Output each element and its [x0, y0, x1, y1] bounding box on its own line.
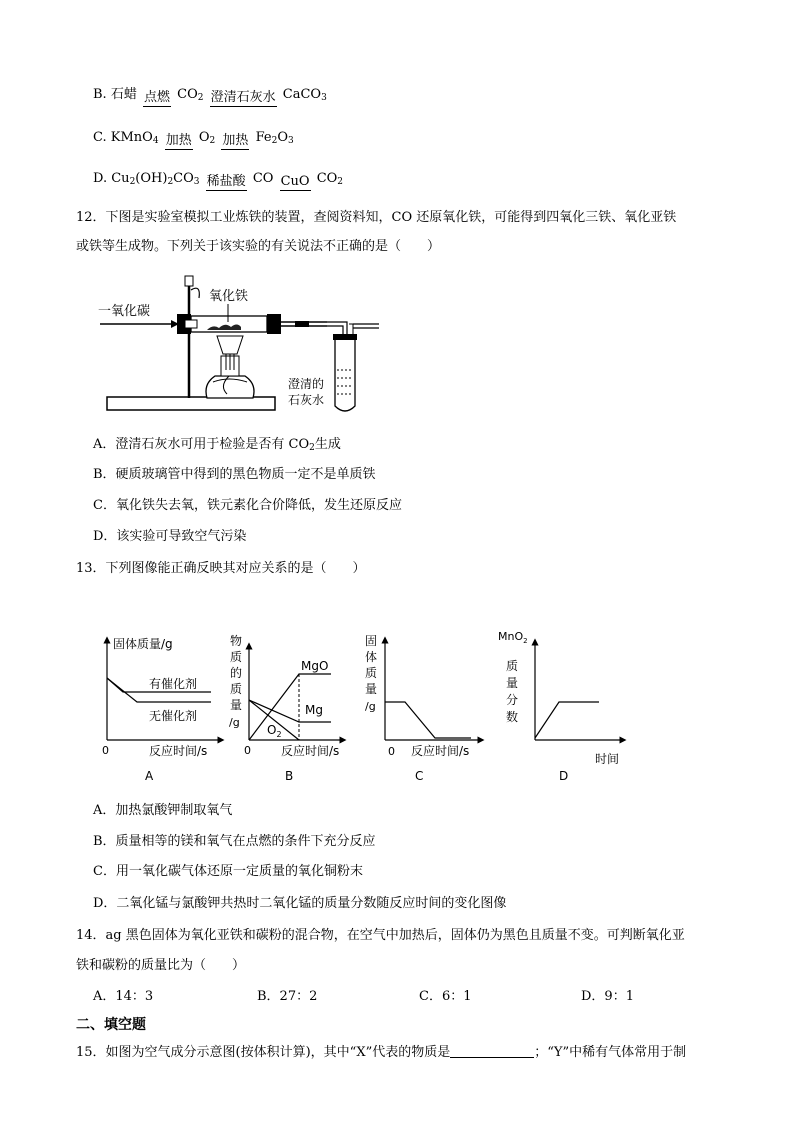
svg-text:物: 物: [230, 634, 243, 648]
svg-text:数: 数: [506, 710, 519, 724]
q12-option-b: B．硬质玻璃管中得到的黑色物质一定不是单质铁: [93, 467, 376, 482]
svg-text:量: 量: [506, 676, 519, 690]
svg-text:体: 体: [365, 650, 378, 664]
svg-text:量: 量: [365, 682, 378, 696]
graph-c-origin: 0: [388, 745, 395, 758]
limewater-label-line2: 石灰水: [288, 393, 325, 407]
reaction-arrow: 稀盐酸: [206, 174, 246, 189]
graph-d-caption: D: [559, 769, 569, 783]
graph-a-ylabel: 固体质量/g: [113, 637, 173, 651]
graph-c-caption: C: [415, 769, 424, 783]
q12-option-c: C．氧化铁失去氧，铁元素化合价降低，发生还原反应: [93, 498, 402, 513]
graph-a-origin: 0: [102, 744, 109, 757]
q11-option-d: D. $Cu_2(OH)_2CO_3$ 稀盐酸 CO CuO $CO_2$: [93, 171, 344, 189]
q13-stem: 13．下列图像能正确反映其对应关系的是（ ）: [76, 561, 366, 576]
svg-text:质: 质: [506, 659, 519, 673]
q13-option-d: D．二氧化锰与氯酸钾共热时二氧化锰的质量分数随反应时间的变化图像: [93, 896, 507, 911]
q12-option-d: D．该实验可导致空气污染: [93, 529, 247, 544]
graph-b-label-mg: Mg: [305, 703, 323, 717]
q13-option-c: C．用一氧化碳气体还原一定质量的氧化铜粉末: [93, 864, 363, 879]
graph-b: [229, 633, 343, 783]
stand-base: [107, 397, 275, 410]
q13-option-a: A．加热氯酸钾制取氧气: [93, 803, 233, 818]
graph-c-curve: [385, 702, 471, 738]
iron-smelting-apparatus-figure: [95, 270, 385, 420]
q14-stem-line2: 铁和碳粉的质量比为（ ）: [76, 958, 246, 973]
oxide-label: 氧化铁: [209, 289, 249, 304]
q15-stem: 15．如图为空气成分示意图(按体积计算)，其中“X”代表的物质是 ；“Y”中稀有气体常用于制: [76, 1045, 687, 1060]
graph-b-label-mgo: MgO: [301, 659, 329, 673]
graph-a-label-no-catalyst: 无催化剂: [149, 709, 198, 723]
graph-b-label-o2: $O_2$: [267, 723, 282, 739]
q14-stem-line1: 14．ag 黑色固体为氧化亚铁和碳粉的混合物，在空气中加热后，固体仍为黑色且质量不变。可判断氧化亚: [76, 928, 685, 943]
q13-option-b: B．质量相等的镁和氧气在点燃的条件下充分反应: [93, 834, 376, 849]
q14-option-b: B．27：2: [257, 989, 318, 1004]
q12-stem-line1: 12．下图是实验室模拟工业炼铁的装置，查阅资料知，CO 还原氧化铁，可能得到四氧化三铁、氧化亚铁: [76, 210, 677, 225]
reaction-arrow: CuO: [280, 174, 310, 189]
svg-text:固: 固: [365, 634, 378, 648]
graph-c: [365, 634, 481, 783]
graph-a-xlabel: 反应时间/s: [149, 744, 208, 758]
graph-d: [498, 630, 623, 783]
gas-label: 一氧化碳: [98, 304, 151, 319]
q13-graphs-figure: [95, 630, 635, 790]
q12-option-a: A．澄清石灰水可用于检验是否有 $CO_2$生成: [93, 437, 341, 453]
answer-blank[interactable]: [450, 1043, 534, 1058]
svg-text:质: 质: [230, 650, 243, 664]
q14-option-d: D．9：1: [581, 989, 634, 1004]
test-tube: [335, 336, 355, 411]
limewater-label-line1: 澄清的: [288, 377, 325, 391]
graph-a-caption: A: [145, 769, 154, 783]
svg-text:/g: /g: [229, 716, 240, 729]
graph-d-curve: [535, 702, 599, 738]
graph-c-xlabel: 反应时间/s: [411, 744, 470, 758]
svg-text:量: 量: [230, 698, 243, 712]
svg-text:/g: /g: [365, 700, 376, 713]
reaction-arrow: 澄清石灰水: [210, 90, 276, 105]
q14-option-c: C．6：1: [419, 989, 472, 1004]
graph-a-label-catalyst: 有催化剂: [149, 677, 198, 691]
svg-text:质: 质: [365, 666, 378, 680]
svg-text:质: 质: [230, 682, 243, 696]
q11-option-c: C. KMnO$_4$ 加热 $O_2$ 加热 $Fe_2O_3$: [93, 130, 294, 148]
q11-option-b: B. 石蜡 点燃 $CO_2$ 澄清石灰水 CaCO$_3$: [93, 87, 327, 105]
graph-b-caption: B: [285, 769, 294, 783]
graph-d-ylabel-mno2: MnO$_2$: [498, 630, 528, 645]
graph-b-origin: 0: [244, 744, 251, 757]
q12-stem-line2: 或铁等生成物。下列关于该实验的有关说法不正确的是（ ）: [76, 239, 441, 254]
graph-a: [102, 636, 221, 783]
q14-option-a: A．14：3: [93, 989, 154, 1004]
section-heading-fill-in: 二、填空题: [76, 1017, 146, 1033]
svg-text:分: 分: [506, 693, 519, 707]
reaction-arrow: 点燃: [143, 90, 170, 105]
reaction-arrow: 加热: [165, 133, 192, 148]
graph-d-xlabel: 时间: [595, 752, 620, 766]
graph-b-xlabel: 反应时间/s: [281, 744, 340, 758]
svg-text:的: 的: [230, 666, 243, 680]
reaction-arrow: 加热: [222, 133, 249, 148]
